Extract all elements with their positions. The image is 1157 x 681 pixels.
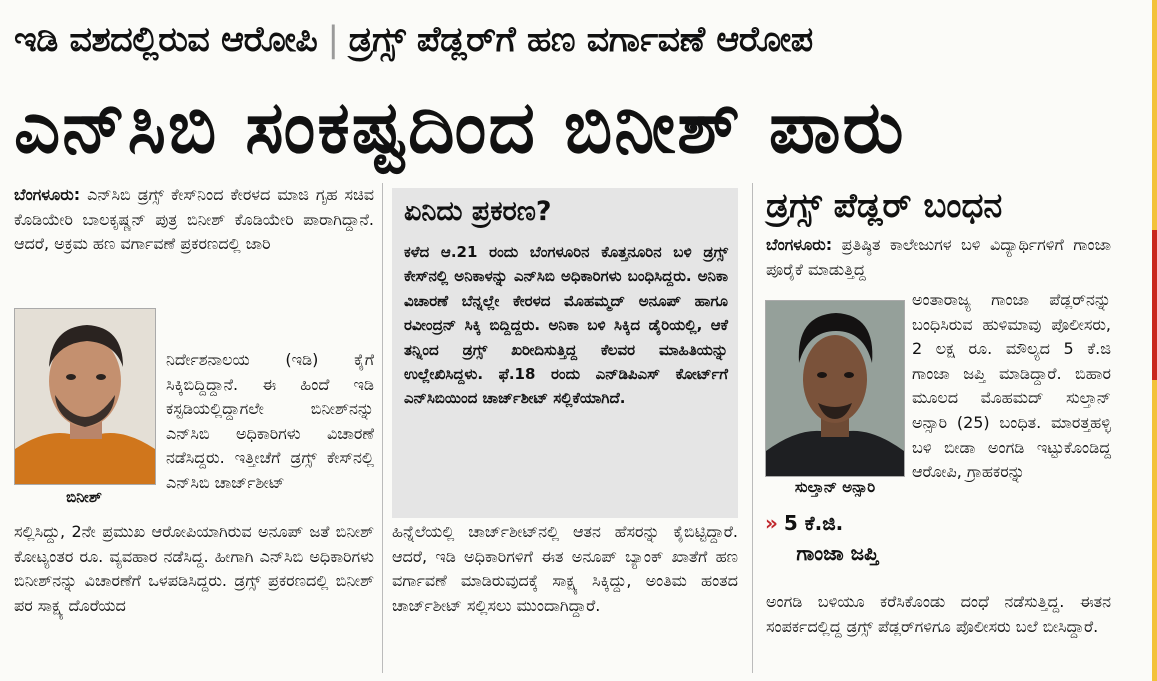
main-dateline: ಬೆಂಗಳೂರು: <box>14 185 81 204</box>
binish-photo-caption: ಬಿನೀಶ್ <box>66 488 102 506</box>
sultan-portrait-illustration <box>766 301 904 476</box>
pull-quote-text2: ಗಾಂಜಾ ಜಪ್ತಿ <box>796 541 879 565</box>
kicker-separator: | <box>327 20 339 60</box>
page-edge-accent <box>1152 230 1157 380</box>
column-divider <box>752 183 753 673</box>
main-story-continued: ಹಿನ್ನೆಲೆಯಲ್ಲಿ ಚಾರ್ಜ್‌ಶೀಟ್‌ನಲ್ಲಿ ಆತನ ಹೆಸರನ್ನು ಕೈಬಿಟ್ಟಿದ್ದಾರೆ. ಆದರೆ, ಇಡಿ ಅಧಿಕಾರಿಗಳಿಗೆ ಈತ ಅನೂಪ್ ಬ್ಯಾಂಕ್ ಖಾತೆಗೆ ಹಣ ವರ್ಗಾವಣೆ ಮಾಡಿರುವುದಕ್ಕೆ ಸಾಕ್ಷ್ಯ ಸಿಕ್ಕಿದ್ದು, ಅಂತಿಮ ಹಂತದ ಚಾರ್ಜ್‌ಶೀಟ್ ಸಲ್ಲಿಸಲು ಮುಂದಾಗಿದ್ದಾರೆ. <box>392 522 738 615</box>
kicker-line <box>14 10 1144 70</box>
second-dateline: ಬೆಂಗಳೂರು: <box>766 235 833 254</box>
pull-quote-line1 <box>765 508 910 538</box>
second-lead-text: ಪ್ರತಿಷ್ಠಿತ ಕಾಲೇಜುಗಳ ಬಳಿ ವಿದ್ಯಾರ್ಥಿಗಳಿಗೆ ಗಾಂಜಾ ಪೂರೈಕೆ ಮಾಡುತ್ತಿದ್ದ <box>766 235 1111 279</box>
main-para1-text: ಎನ್‌ಸಿಬಿ ಡ್ರಗ್ಸ್ ಕೇಸ್‌ನಿಂದ ಕೇರಳದ ಮಾಜಿ ಗೃಹ ಸಚಿವ ಕೊಡಿಯೇರಿ ಬಾಲಕೃಷ್ಣನ್ ಪುತ್ರ ಬಿನೀಶ್ ಕೊಡಿಯೇರಿ ಪಾರಾಗಿದ್ದಾನೆ. ಆದರೆ, ಅಕ್ರಮ ಹಣ ವರ್ಗಾವಣೆ ಪ್ರಕರಣದಲ್ಲಿ ಜಾರಿ <box>14 185 374 254</box>
column-divider <box>382 183 383 673</box>
kicker-left: ಇಡಿ ವಶದಲ್ಲಿರುವ ಆರೋಪಿ <box>14 20 318 60</box>
main-story-para1-wrap: ನಿರ್ದೇಶನಾಲಯ (ಇಡಿ) ಕೈಗೆ ಸಿಕ್ಕಿಬಿದ್ದಿದ್ದಾನೆ. ಈ ಹಿಂದೆ ಇಡಿ ಕಸ್ಟಡಿಯಲ್ಲಿದ್ದಾಗಲೇ ಬಿನೀಶ್‌ನನ್ನು ಎನ್‌ಸಿಬಿ ಅಧಿಕಾರಿಗಳು ವಿಚಾರಣೆ ನಡೆಸಿದ್ದರು. ಇತ್ತೀಚೆಗೆ ಡ್ರಗ್ಸ್ ಕೇಸ್‌ನಲ್ಲಿ ಎನ್‌ಸಿಬಿ ಚಾರ್ಜ್‌ಶೀಟ್ <box>166 350 374 492</box>
case-explainer-title: ಏನಿದು ಪ್ರಕರಣ? <box>404 196 552 227</box>
second-story-end: ಅಂಗಡಿ ಬಳಿಯೂ ಕರೆಸಿಕೊಂಡು ದಂಧೆ ನಡೆಸುತ್ತಿದ್ದ. ಈತನ ಸಂಪರ್ಕದಲ್ಲಿದ್ದ ಡ್ರಗ್ಸ್ ಪೆಡ್ಲರ್‌ಗಳಿಗೂ ಪೊಲೀಸರು ಬಲೆ ಬೀಸಿದ್ದಾರೆ. <box>766 592 1111 636</box>
kicker-right: ಡ್ರಗ್ಸ್ ಪೆಡ್ಲರ್‌ಗೆ ಹಣ ವರ್ಗಾವಣೆ ಆರೋಪ <box>348 20 813 60</box>
binish-photo <box>14 308 156 485</box>
main-story-para1 <box>14 183 374 257</box>
sultan-photo-caption: ಸುಲ್ತಾನ್ ಅನ್ಸಾರಿ <box>794 478 876 496</box>
pull-quote-marker: » <box>765 511 778 535</box>
second-story-wrap: ಅಂತಾರಾಜ್ಯ ಗಾಂಜಾ ಪೆಡ್ಲರ್‌ನನ್ನು ಬಂಧಿಸಿರುವ ಹುಳಿಮಾವು ಪೊಲೀಸರು, 2 ಲಕ್ಷ ರೂ. ಮೌಲ್ಯದ 5 ಕೆ.ಜಿ ಗಾಂಜಾ ಜಪ್ತಿ ಮಾಡಿದ್ದಾರೆ. ಬಿಹಾರ ಮೂಲದ ಮೊಹಮದ್ ಸುಲ್ತಾನ್ ಅನ್ಸಾರಿ (25) ಬಂಧಿತ. ಮಾರತ್ತಹಳ್ಳಿ ಬಳಿ ಬೀಡಾ ಅಂಗಡಿ ಇಟ್ಟುಕೊಂಡಿದ್ದ ಆರೋಪಿ, ಗ್ರಾಹಕರನ್ನು <box>912 290 1111 482</box>
pull-quote <box>765 508 910 568</box>
main-story-para2: ಸಲ್ಲಿಸಿದ್ದು, 2ನೇ ಪ್ರಮುಖ ಆರೋಪಿಯಾಗಿರುವ ಅನೂಪ್ ಜತೆ ಬಿನೀಶ್ ಕೋಟ್ಯಂತರ ರೂ. ವ್ಯವಹಾರ ನಡೆಸಿದ್ದ. ಹೀಗಾಗಿ ಎನ್‌ಸಿಬಿ ಅಧಿಕಾರಿಗಳು ಬಿನೀಶ್‌ನನ್ನು ವಿಚಾರಣೆಗೆ ಒಳಪಡಿಸಿದ್ದರು. ಡ್ರಗ್ಸ್ ಪ್ರಕರಣದಲ್ಲಿ ಬಿನೀಶ್ ಪರ ಸಾಕ್ಷ್ಯ ದೊರೆಯದ <box>14 522 374 615</box>
binish-portrait-illustration <box>15 309 155 484</box>
case-explainer-body: ಕಳೆದ ಆ.21 ರಂದು ಬೆಂಗಳೂರಿನ ಕೊತ್ತನೂರಿನ ಬಳಿ ಡ್ರಗ್ಸ್ ಕೇಸ್‌ನಲ್ಲಿ ಅನಿಕಾಳನ್ನು ಎನ್‌ಸಿಬಿ ಅಧಿಕಾರಿಗಳು ಬಂಧಿಸಿದ್ದರು. ಅನಿಕಾ ವಿಚಾರಣೆ ಬೆನ್ನಲ್ಲೇ ಕೇರಳದ ಮೊಹಮ್ಮದ್ ಅನೂಪ್ ಹಾಗೂ ರವೀಂದ್ರನ್ ಸಿಕ್ಕಿ ಬಿದ್ದಿದ್ದರು. ಅನಿಕಾ ಬಳಿ ಸಿಕ್ಕಿದ ಡೈರಿಯಲ್ಲಿ, ಆಕೆ ತನ್ನಿಂದ ಡ್ರಗ್ಸ್ ಖರೀದಿಸುತ್ತಿದ್ದ ಕೆಲವರ ಮಾಹಿತಿಯನ್ನು ಉಲ್ಲೇಖಿಸಿದ್ದಳು. ಫೆ.18 ರಂದು ಎನ್‌ಡಿಪಿಎಸ್ ಕೋರ್ಟ್‌ಗೆ ಎನ್‌ಸಿಬಿಯಿಂದ ಚಾರ್ಜ್‌ಶೀಟ್ ಸಲ್ಲಿಕೆಯಾಗಿದೆ. <box>404 243 728 408</box>
headline: ಎನ್‌ಸಿಬಿ ಸಂಕಷ್ಟದಿಂದ ಬಿನೀಶ್ ಪಾರು <box>14 85 906 169</box>
second-story-title: ಡ್ರಗ್ಸ್ ಪೆಡ್ಲರ್ ಬಂಧನ <box>766 186 1003 226</box>
sultan-ansari-photo <box>765 300 905 477</box>
pull-quote-text1: 5 ಕೆ.ಜಿ. <box>783 511 844 535</box>
second-story-lead <box>766 233 1111 282</box>
